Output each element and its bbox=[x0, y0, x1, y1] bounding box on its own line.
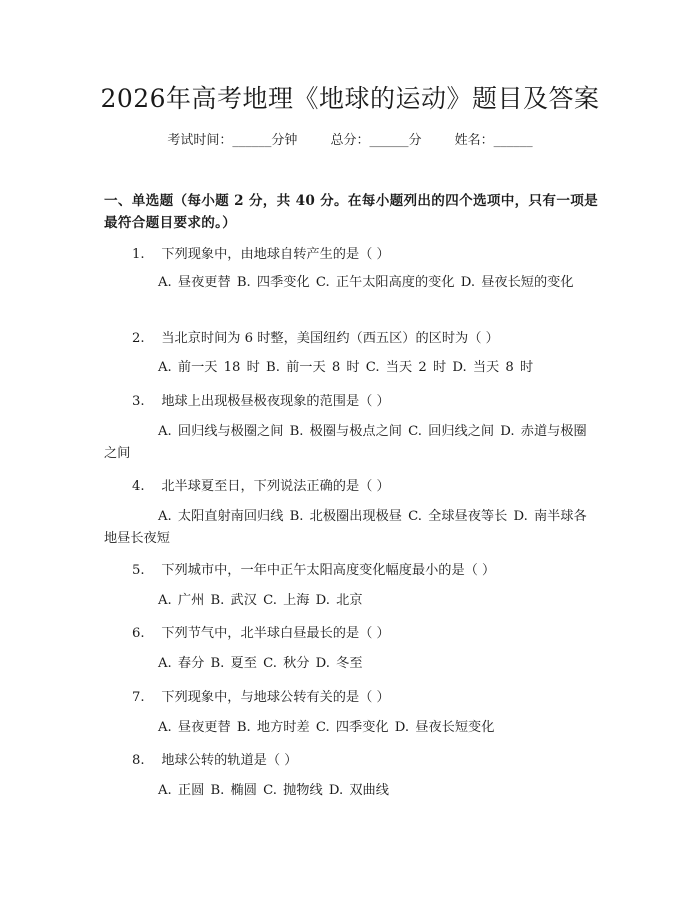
question-options: A. 昼夜更替 B. 地方时差 C. 四季变化 D. 昼夜长短变化 bbox=[158, 720, 495, 735]
score-blank: ______ bbox=[369, 133, 409, 148]
question-stem: 1. 下列现象中，由地球自转产生的是（ ） bbox=[132, 247, 390, 262]
time-label: 考试时间： bbox=[167, 133, 233, 148]
question-options: A. 春分 B. 夏至 C. 秋分 D. 冬至 bbox=[158, 656, 363, 671]
question-options: A. 广州 B. 武汉 C. 上海 D. 北京 bbox=[158, 593, 363, 608]
question-stem: 7. 下列现象中，与地球公转有关的是（ ） bbox=[132, 690, 390, 705]
time-blank: ______ bbox=[232, 133, 272, 148]
question-options: A. 回归线与极圈之间 B. 极圈与极点之间 C. 回归线之间 D. 赤道与极圈之间 bbox=[104, 424, 587, 461]
question-stem: 6. 下列节气中，北半球白昼最长的是（ ） bbox=[132, 626, 390, 641]
question-stem: 3. 地球上出现极昼极夜现象的范围是（ ） bbox=[132, 394, 390, 409]
question-options: A. 前一天 18 时 B. 前一天 8 时 C. 当天 2 时 D. 当天 8 时 bbox=[158, 360, 534, 375]
page-title: 2026年高考地理《地球的运动》题目及答案 bbox=[100, 84, 600, 113]
time-unit: 分钟 bbox=[271, 133, 298, 148]
question-options: A. 昼夜更替 B. 四季变化 C. 正午太阳高度的变化 D. 昼夜长短的变化 bbox=[158, 275, 574, 290]
question-stem: 4. 北半球夏至日，下列说法正确的是（ ） bbox=[132, 479, 390, 494]
question-stem: 2. 当北京时间为 6 时整，美国纽约（西五区）的区时为（ ） bbox=[132, 331, 499, 346]
question-options: A. 太阳直射南回归线 B. 北极圈出现极昼 C. 全球昼夜等长 D. 南半球各地昼长夜短 bbox=[104, 509, 587, 546]
question-stem: 8. 地球公转的轨道是（ ） bbox=[132, 753, 298, 768]
name-blank: ______ bbox=[493, 133, 533, 148]
score-label: 总分： bbox=[330, 133, 370, 148]
question-stem: 5. 下列城市中，一年中正午太阳高度变化幅度最小的是（ ） bbox=[132, 563, 496, 578]
exam-meta-line bbox=[0, 132, 700, 150]
name-label: 姓名： bbox=[454, 133, 494, 148]
section-heading: 一、单选题（每小题 2 分，共 40 分。在每小题列出的四个选项中，只有一项是最符合题目要求的。） bbox=[104, 193, 599, 231]
score-unit: 分 bbox=[408, 133, 422, 148]
question-options: A. 正圆 B. 椭圆 C. 抛物线 D. 双曲线 bbox=[158, 783, 389, 798]
